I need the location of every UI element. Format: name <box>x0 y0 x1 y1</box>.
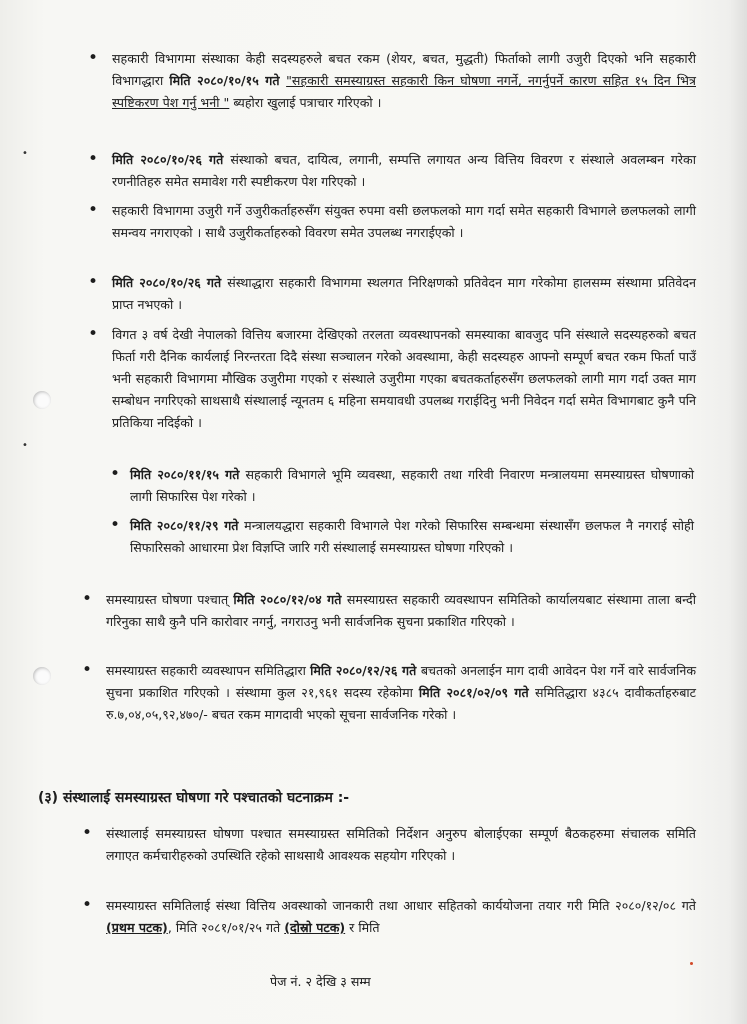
bullet-text <box>112 275 696 312</box>
text-run: समस्याग्रस्त घोषणा पश्चात् <box>106 592 234 607</box>
punch-hole <box>33 667 51 685</box>
bullet-item <box>82 895 696 939</box>
text-run: मन्त्रालयद्धारा सहकारी विभागले पेश गरेको सिफारिस सम्बन्धमा संस्थासँग छलफल नै नगराई सोही सिफारिसको आधारमा प्रेश विज्ञप्ति जारि गरी संस्थालाई समस्याग्रस्त घोषणा गरिएको । <box>130 518 694 555</box>
bullet-marker: • <box>88 272 99 292</box>
text-run: समस्याग्रस्त सहकारी व्यवस्थापन समितिद्धारा <box>106 663 311 678</box>
bullet-item <box>82 660 696 726</box>
bullet-item <box>88 200 696 244</box>
sub-bullet-item <box>110 464 695 508</box>
date-emphasis: (प्रथम पटक) <box>106 920 168 935</box>
text-run: समस्याग्रस्त सहकारी व्यवस्थापन समितिको कार्यालयबाट संस्थामा ताला बन्दी गरिनुका साथै कुनै पनि कारोवार नगर्नु, नगराउनु भनी सार्वजनिक सुचना प्रकाशित गरिएको । <box>106 592 696 629</box>
bullet-marker: • <box>82 589 93 609</box>
bullet-item <box>82 589 696 633</box>
text-run: "सहकारी समस्याग्रस्त सहकारी किन घोषणा नगर्ने, नगर्नुपर्ने कारण सहित १५ दिन भित्र स्पष्टिकरण पेश गर्नु भनी " <box>112 73 696 110</box>
date-emphasis: मिति २०८१/०२/०९ गते <box>418 685 536 700</box>
text-run: समितिद्धारा ४३८५ दावीकर्ताहरुबाट रु.७,०४,०५,९२,४७०/- बचत रकम मागदावी भएको सूचना सार्वजनिक गरेको । <box>106 685 696 722</box>
bullet-item <box>88 324 696 434</box>
date-emphasis: मिति २०८०/१०/२६ गते <box>112 152 231 167</box>
margin-speck: • <box>22 148 28 159</box>
text-run: , मिति २०८१/०१/२५ गते <box>167 920 285 935</box>
bullet-text <box>112 327 696 430</box>
bullet-marker: • <box>88 48 99 68</box>
date-emphasis: (दोस्रो पटक) <box>284 920 346 935</box>
bullet-text <box>130 467 694 504</box>
bullet-text <box>106 663 696 722</box>
bullet-marker: • <box>82 823 93 843</box>
text-run: बचतको अनलाईन माग दावी आवेदन पेश गर्ने वारे सार्वजनिक सुचना प्रकाशित गरिएको । संस्थामा कुल २१,९६१ सदस्य रहेकोमा <box>106 663 696 700</box>
date-emphasis: मिति २०८०/११/१५ गते <box>130 467 246 482</box>
text-run: सहकारी विभागमा उजुरी गर्ने उजुरीकर्ताहरुसँग संयुक्त रुपमा वसी छलफलको माग गर्दा समेत सहकारी विभागले छलफलको लागी समन्वय नगराएको । साथै उजुरीकर्ताहरुको विवरण समेत उपलब्ध नगराईएको । <box>112 203 696 240</box>
page-edge-shadow <box>729 0 747 1024</box>
text-run: र मिति <box>345 920 380 935</box>
bullet-text <box>106 826 696 863</box>
bullet-marker: • <box>82 660 93 680</box>
bullet-marker: • <box>88 200 99 220</box>
bullet-item <box>88 48 696 114</box>
bullet-text <box>106 898 696 935</box>
date-emphasis: मिति २०८०/१२/०४ गते <box>233 592 347 607</box>
date-emphasis: मिति २०८०/१२/२६ गते <box>310 663 421 678</box>
bullet-text <box>112 51 696 110</box>
date-emphasis: मिति २०८०/११/२९ गते <box>130 518 245 533</box>
text-run: विगत ३ वर्ष देखी नेपालको वित्तिय बजारमा देखिएको तरलता व्यवस्थापनको समस्याका बावजुद पनि संस्थाले सदस्यहरुको बचत फिर्ता गरी दैनिक कार्यलाई निरन्तरता दिदै संस्था सञ्चालन गरेको अवस्थामा, केही सदस्यहरु आफ्नो सम्पूर्ण बचत रकम फिर्ता पाउँ भनी सहकारी विभागमा मौखिक उजुरीमा गएको र संस्थाले उजुरीमा गएका बचतकर्ताहरुसँग छलफलको लागी माग गर्दा उक्त माग सम्बोधन नगरिएको साथसाथै संस्थालाई न्यूनतम ६ महिना समयावधी उपलब्ध गराईदिनु भनी निवेदन गर्दा समेत विभागबाट कुनै पनि प्रतिकिया नदिईको । <box>112 327 696 430</box>
text-run: सहकारी विभागले भूमि व्यवस्था, सहकारी तथा गरिवी निवारण मन्त्रालयमा समस्याग्रस्त घोषणाको लागी सिफारिस पेश गरेको । <box>130 467 695 504</box>
bullet-text <box>112 203 696 240</box>
text-run: सहकारी विभागमा संस्थाका केही सदस्यहरुले बचत रकम (शेयर, बचत, मुद्धती) फिर्ताको लागी उजुरी दिएको भनि सहकारी विभागद्धारा <box>112 51 696 88</box>
date-emphasis: मिति २०८०/१०/१५ गते <box>169 73 287 88</box>
bullet-item <box>88 149 696 193</box>
margin-speck: • <box>22 440 28 451</box>
text-run: ब्यहोरा खुलाई पत्राचार गरिएको । <box>229 95 382 110</box>
page-footer: पेज नं. २ देखि ३ सम्म <box>270 974 371 989</box>
text-run: समस्याग्रस्त समितिलाई संस्था वित्तिय अवस्थाको जानकारी तथा आधार सहितको कार्ययोजना तयार गरी मिति २०८०/१२/०८ गते <box>106 898 696 913</box>
bullet-item <box>88 272 696 316</box>
date-emphasis: मिति २०८०/१०/२६ गते <box>112 275 228 290</box>
bullet-text <box>112 152 696 189</box>
red-ink-speck <box>690 962 693 965</box>
text-run: संस्थाद्धारा सहकारी विभागमा स्थलगत निरिक्षणको प्रतिवेदन माग गरेकोमा हालसम्म संस्थामा प्रतिवेदन प्राप्त नभएको । <box>112 275 696 312</box>
section-heading: (३) संस्थालाई समस्याग्रस्त घोषणा गरे पश्चातको घटनाक्रम :- <box>38 790 350 806</box>
bullet-marker: • <box>88 149 99 169</box>
bullet-marker: • <box>110 464 121 484</box>
punch-hole <box>33 391 51 409</box>
bullet-marker: • <box>110 515 121 535</box>
bullet-item <box>82 823 696 867</box>
bullet-marker: • <box>82 895 93 915</box>
text-run: संस्थालाई समस्याग्रस्त घोषणा पश्चात समस्याग्रस्त समितिको निर्देशन अनुरुप बोलाईएका सम्पूर्ण बैठकहरुमा संचालक समिति लगाएत कर्मचारीहरुको उपस्थिति रहेको साथसाथै आवश्यक सहयोग गरिएको । <box>106 826 696 863</box>
text-run: संस्थाको बचत, दायित्व, लगानी, सम्पत्ति लगायत अन्य वित्तिय विवरण र संस्थाले अवलम्बन गरेका रणनीतिहरु समेत समावेश गरी स्पष्टीकरण पेश गरिएको । <box>112 152 696 189</box>
bullet-text <box>106 592 696 629</box>
sub-bullet-item <box>110 515 694 559</box>
bullet-marker: • <box>88 324 99 344</box>
bullet-text <box>130 518 694 555</box>
